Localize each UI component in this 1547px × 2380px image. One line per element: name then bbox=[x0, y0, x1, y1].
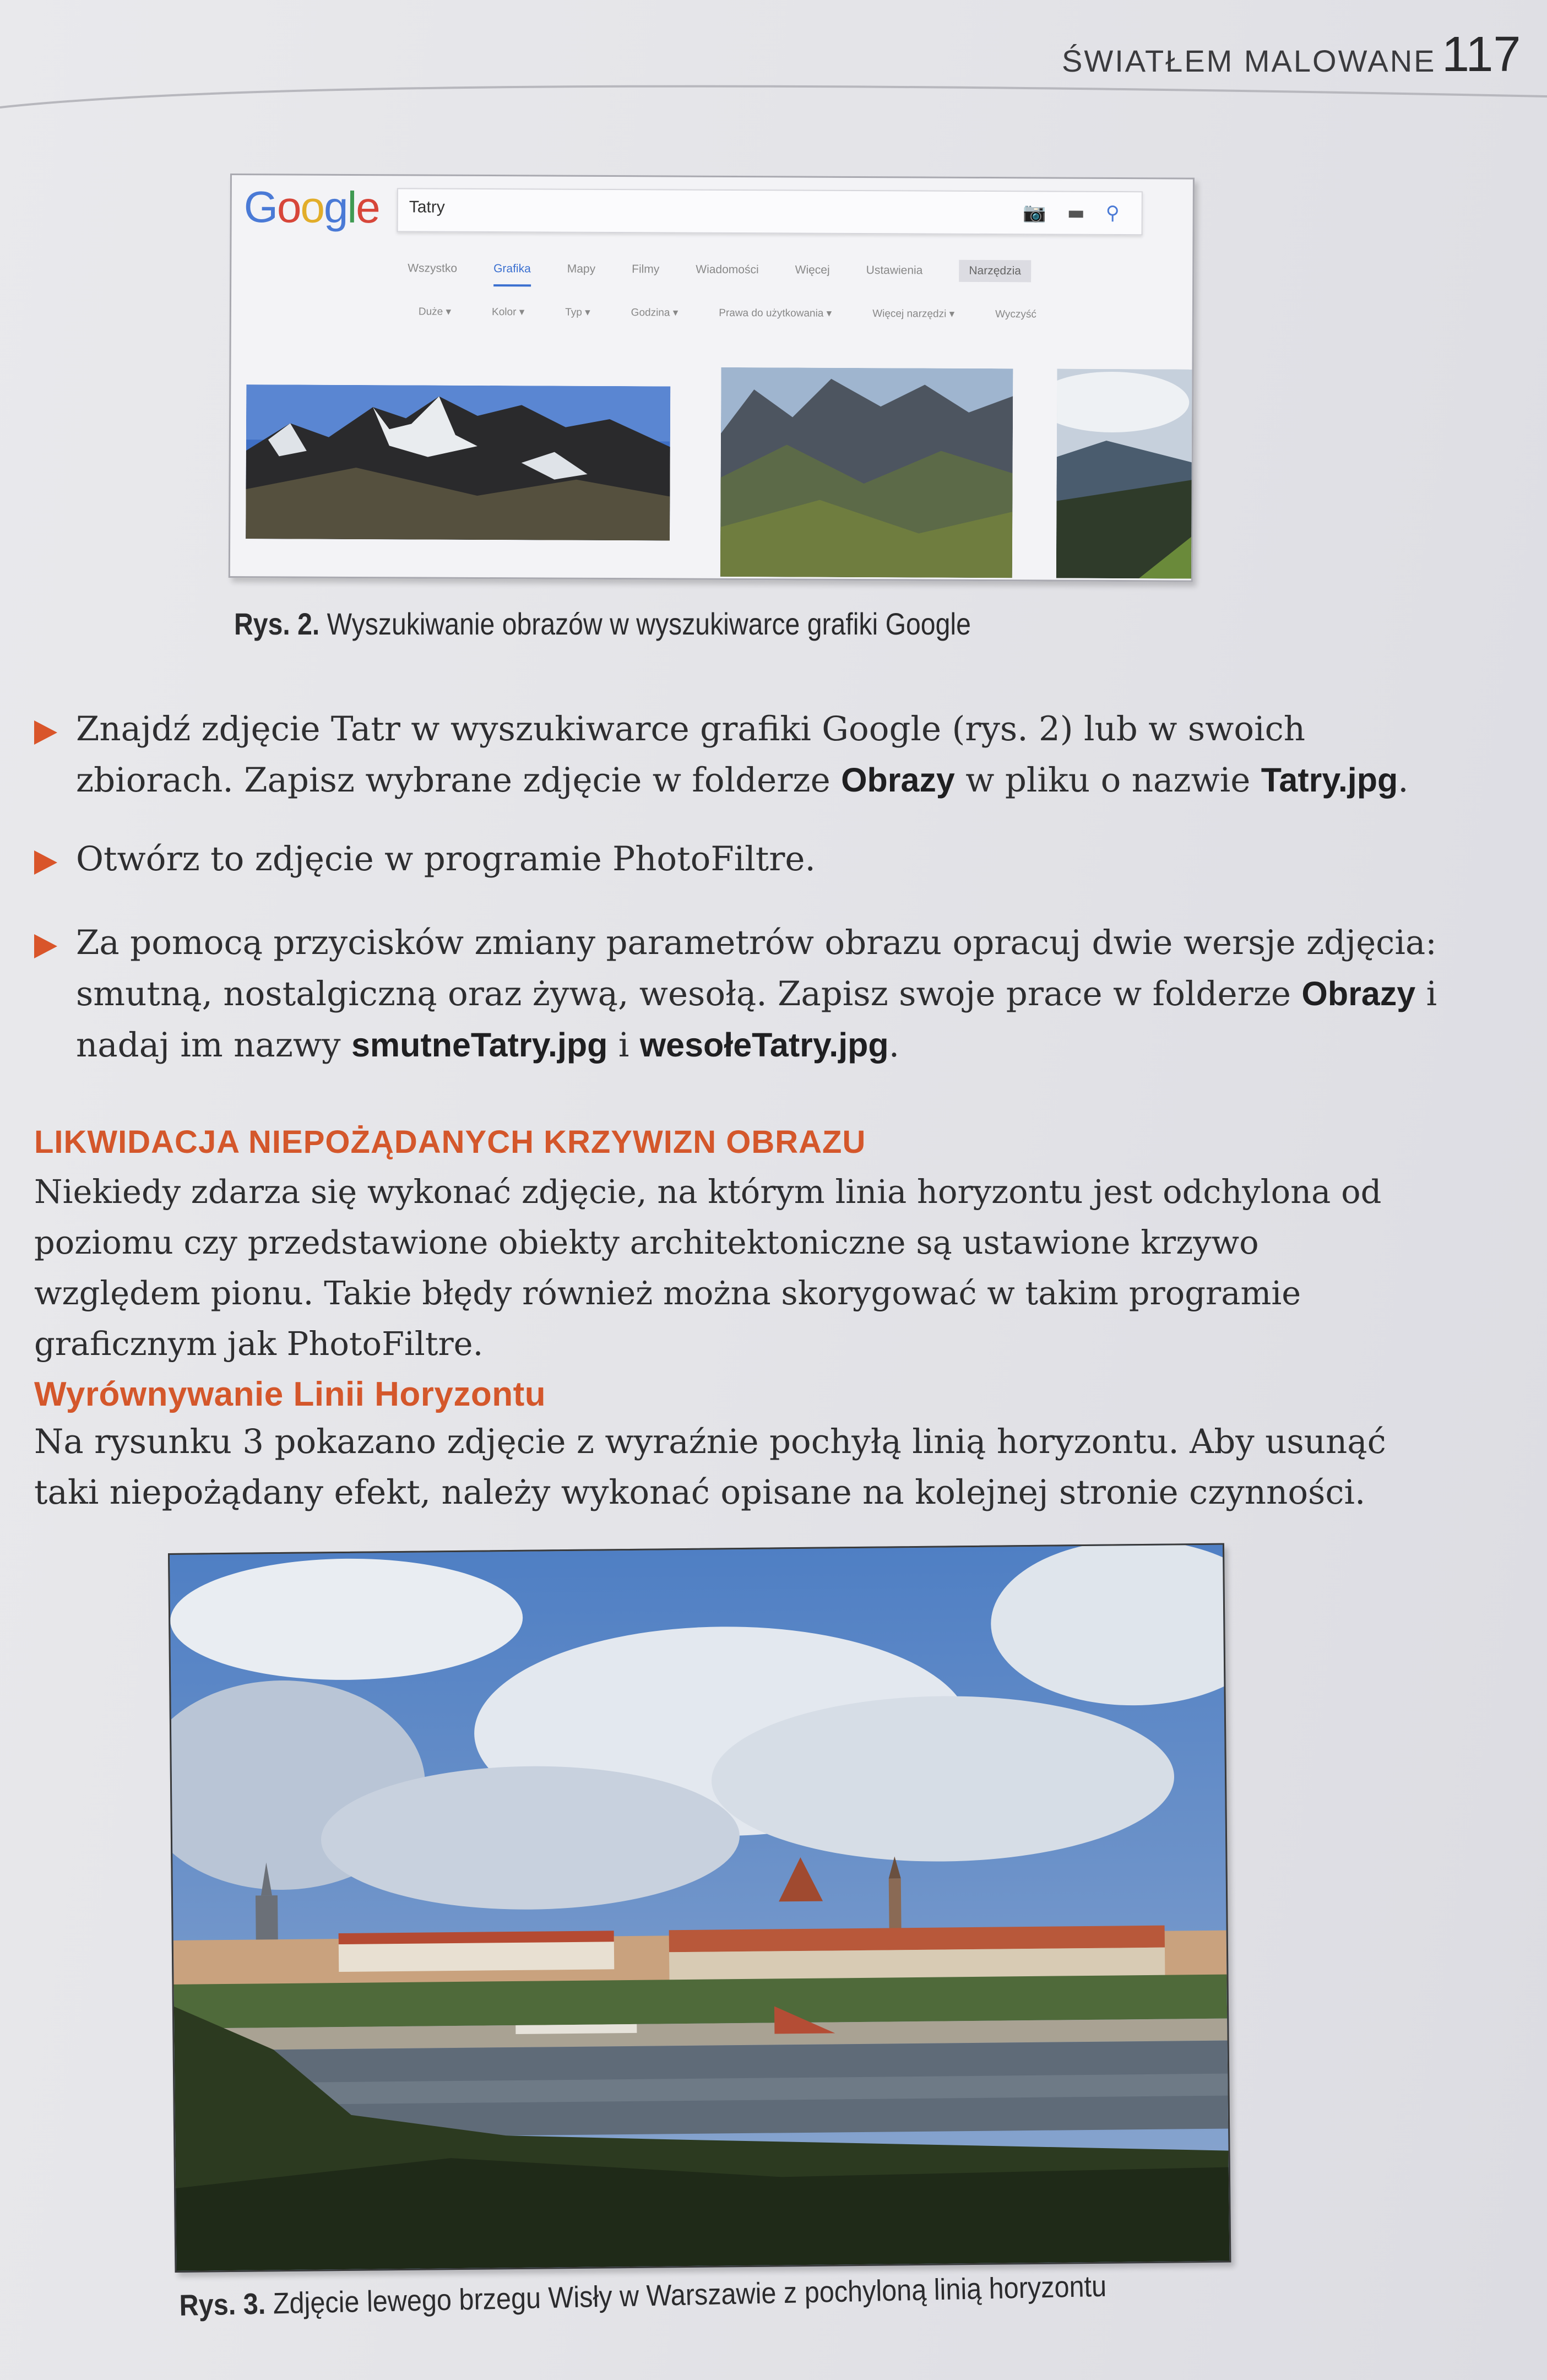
filter-rights[interactable]: Prawa do użytkowania ▾ bbox=[719, 307, 832, 319]
tab-videos[interactable]: Filmy bbox=[632, 263, 660, 276]
image-result-2[interactable] bbox=[720, 367, 1013, 578]
figure-3-caption-label: Rys. 3. bbox=[179, 2287, 266, 2322]
bullet-1-text-end: . bbox=[1398, 761, 1409, 800]
figure-2-caption-label: Rys. 2. bbox=[234, 606, 320, 641]
section-1-paragraph: Niekiedy zdarza się wykonać zdjęcie, na którym linia horyzontu jest odchylona od poziomu czy przedstawione obiekty architektoniczne są ustawione krzywo względem pionu. Takie błędy również można skorygować w takim programie graficznym jak PhotoFiltre. bbox=[34, 1173, 1382, 1363]
bullet-1-text: Znajdź zdjęcie Tatr w wyszukiwarce grafiki Google (rys. 2) lub w swoich zbiorach. Zapisz wybrane zdjęcie w folderze bbox=[76, 709, 1306, 800]
bullet-arrow-icon bbox=[34, 934, 57, 958]
file-name-sad: smutneTatry.jpg bbox=[351, 1026, 608, 1064]
tab-all[interactable]: Wszystko bbox=[408, 262, 458, 275]
filter-more-tools[interactable]: Więcej narzędzi ▾ bbox=[872, 308, 955, 320]
tab-news[interactable]: Wiadomości bbox=[696, 263, 759, 277]
mountain-photo-2 bbox=[720, 367, 1013, 578]
search-input[interactable] bbox=[397, 188, 1143, 235]
warsaw-riverbank-photo bbox=[170, 1545, 1229, 2271]
figure-3-warsaw-photo bbox=[168, 1543, 1231, 2273]
figure-2-caption-text: Wyszukiwanie obrazów w wyszukiwarce grafiki Google bbox=[327, 606, 971, 641]
bullet-arrow-icon bbox=[34, 850, 57, 875]
figure-3-caption-text: Zdjęcie lewego brzegu Wisły w Warszawie z pochyloną linią horyzontu bbox=[273, 2269, 1107, 2321]
figure-3-caption bbox=[179, 2269, 1107, 2323]
folder-name: Obrazy bbox=[1301, 975, 1416, 1012]
mountain-photo-1 bbox=[246, 384, 670, 540]
folder-name: Obrazy bbox=[841, 761, 955, 799]
camera-icon[interactable]: 📷 bbox=[1023, 202, 1046, 224]
header-rule bbox=[0, 77, 1547, 110]
tab-settings[interactable]: Ustawienia bbox=[866, 264, 923, 277]
tab-more[interactable]: Więcej bbox=[795, 263, 830, 277]
running-head: ŚWIATŁEM MALOWANE bbox=[1062, 44, 1436, 78]
file-name: Tatry.jpg bbox=[1261, 761, 1398, 799]
bullet-3-text-end: . bbox=[888, 1026, 900, 1065]
search-filters bbox=[419, 305, 1077, 321]
tab-images[interactable]: Grafika bbox=[493, 262, 531, 286]
tab-tools[interactable]: Narzędzia bbox=[959, 260, 1031, 283]
tab-maps[interactable]: Mapy bbox=[567, 262, 596, 275]
figure-2-caption bbox=[234, 606, 971, 642]
figure-2-google-screenshot bbox=[229, 174, 1195, 582]
bullet-2-text: Otwórz to zdjęcie w programie PhotoFiltre. bbox=[76, 839, 816, 879]
bullet-3-text-and: i bbox=[607, 1026, 640, 1065]
filter-size[interactable]: Duże ▾ bbox=[418, 306, 452, 318]
section-heading-2: Wyrównywanie Linii Horyzontu bbox=[34, 1375, 546, 1413]
bullet-arrow-icon bbox=[34, 720, 57, 745]
google-logo: Google bbox=[243, 182, 379, 232]
search-query: Tatry bbox=[409, 198, 445, 216]
section-2-paragraph: Na rysunku 3 pokazano zdjęcie z wyraźnie pochyłą linią horyzontu. Aby usunąć taki niepożądany efekt, należy wykonać opisane na kolejnej stronie czynności. bbox=[34, 1422, 1386, 1512]
keyboard-icon[interactable]: ▬ bbox=[1067, 202, 1085, 224]
filter-color[interactable]: Kolor ▾ bbox=[492, 306, 525, 318]
mountain-photo-3 bbox=[1056, 369, 1195, 579]
filter-type[interactable]: Typ ▾ bbox=[565, 306, 590, 318]
file-name-happy: wesołeTatry.jpg bbox=[639, 1026, 889, 1064]
search-tabs bbox=[408, 257, 1031, 289]
bullet-3-text: Za pomocą przycisków zmiany parametrów obrazu opracuj dwie wersje zdjęcia: smutną, nostalgiczną oraz żywą, wesołą. Zapisz swoje prace w folderze bbox=[76, 923, 1437, 1013]
filter-time[interactable]: Godzina ▾ bbox=[631, 307, 678, 319]
bullet-1-text-mid: w pliku o nazwie bbox=[954, 761, 1261, 800]
search-icon[interactable]: ⚲ bbox=[1105, 202, 1120, 225]
page-number: 117 bbox=[1442, 27, 1521, 82]
image-result-1[interactable] bbox=[246, 384, 670, 540]
section-heading-1: LIKWIDACJA NIEPOŻĄDANYCH KRZYWIZN OBRAZU bbox=[34, 1124, 866, 1160]
filter-clear[interactable]: Wyczyść bbox=[995, 308, 1036, 321]
image-result-3[interactable] bbox=[1056, 369, 1195, 579]
bullet-3-text-mid: i nadaj im nazwy bbox=[76, 974, 1437, 1065]
